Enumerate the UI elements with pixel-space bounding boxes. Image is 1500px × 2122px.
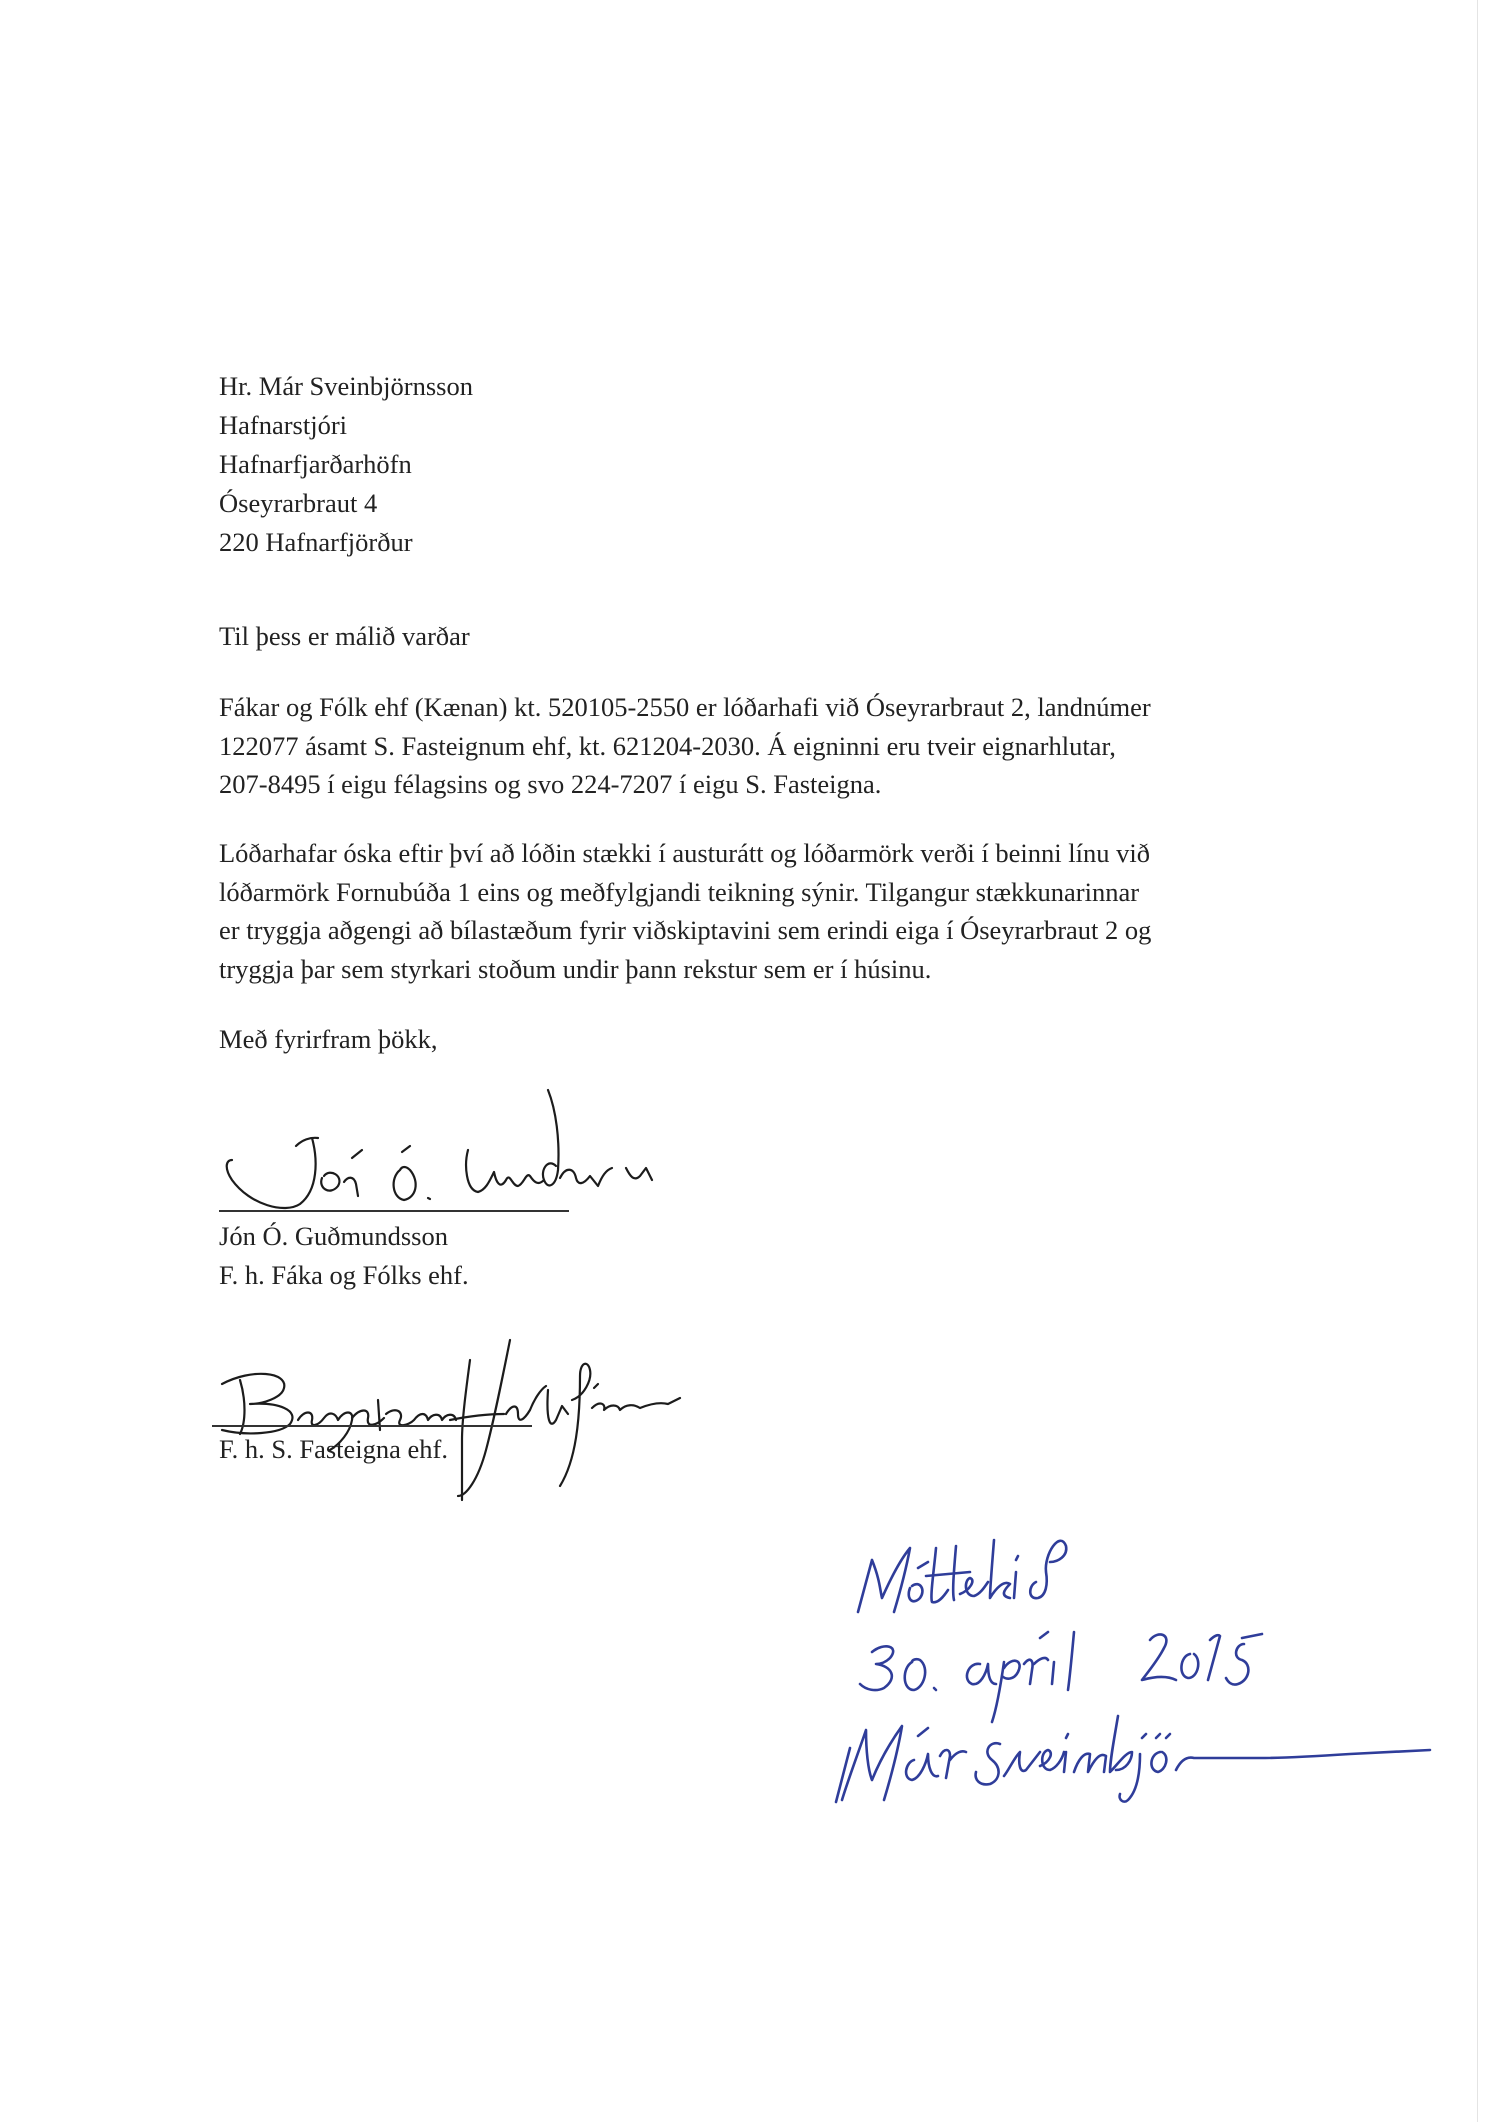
- salutation: Til þess er málið varðar: [219, 621, 470, 651]
- paragraph-line: 122077 ásamt S. Fasteignum ehf, kt. 621204-2030. Á eigninni eru tveir eignarhlutar,: [219, 730, 1116, 761]
- signatory-1-on-behalf: F. h. Fáka og Fólks ehf.: [219, 1260, 469, 1290]
- signatory-2-on-behalf: F. h. S. Fasteigna ehf.: [219, 1434, 449, 1464]
- paragraph-line: tryggja þar sem styrkari stoðum undir þann rekstur sem er í húsinu.: [219, 953, 932, 984]
- recipient-organization: Hafnarfjarðarhöfn: [219, 449, 412, 479]
- recipient-postal: 220 Hafnarfjörður: [219, 527, 413, 557]
- paragraph-line: Lóðarhafar óska eftir því að lóðin stækki í austurátt og lóðarmörk verði í beinni línu við: [219, 838, 1150, 868]
- recipient-title: Hafnarstjóri: [219, 410, 348, 440]
- closing: Með fyrirfram þökk,: [219, 1024, 438, 1054]
- signatory-1-name: Jón Ó. Guðmundsson: [219, 1221, 448, 1251]
- recipient-street: Óseyrarbraut 4: [219, 488, 378, 518]
- paragraph-line: lóðarmörk Fornubúða 1 eins og meðfylgjandi teikning sýnir. Tilgangur stækkunarinnar: [219, 876, 1140, 907]
- recipient-name: Hr. Már Sveinbjörnsson: [219, 371, 473, 401]
- paragraph-line: er tryggja aðgengi að bílastæðum fyrir viðskiptavini sem erindi eiga í Óseyrarbraut 2 og: [219, 915, 1152, 945]
- paragraph-line: Fákar og Fólk ehf (Kænan) kt. 520105-2550 er lóðarhafi við Óseyrarbraut 2, landnúmer: [219, 692, 1151, 722]
- paragraph-line: 207-8495 í eigu félagsins og svo 224-7207 í eigu S. Fasteigna.: [219, 769, 882, 799]
